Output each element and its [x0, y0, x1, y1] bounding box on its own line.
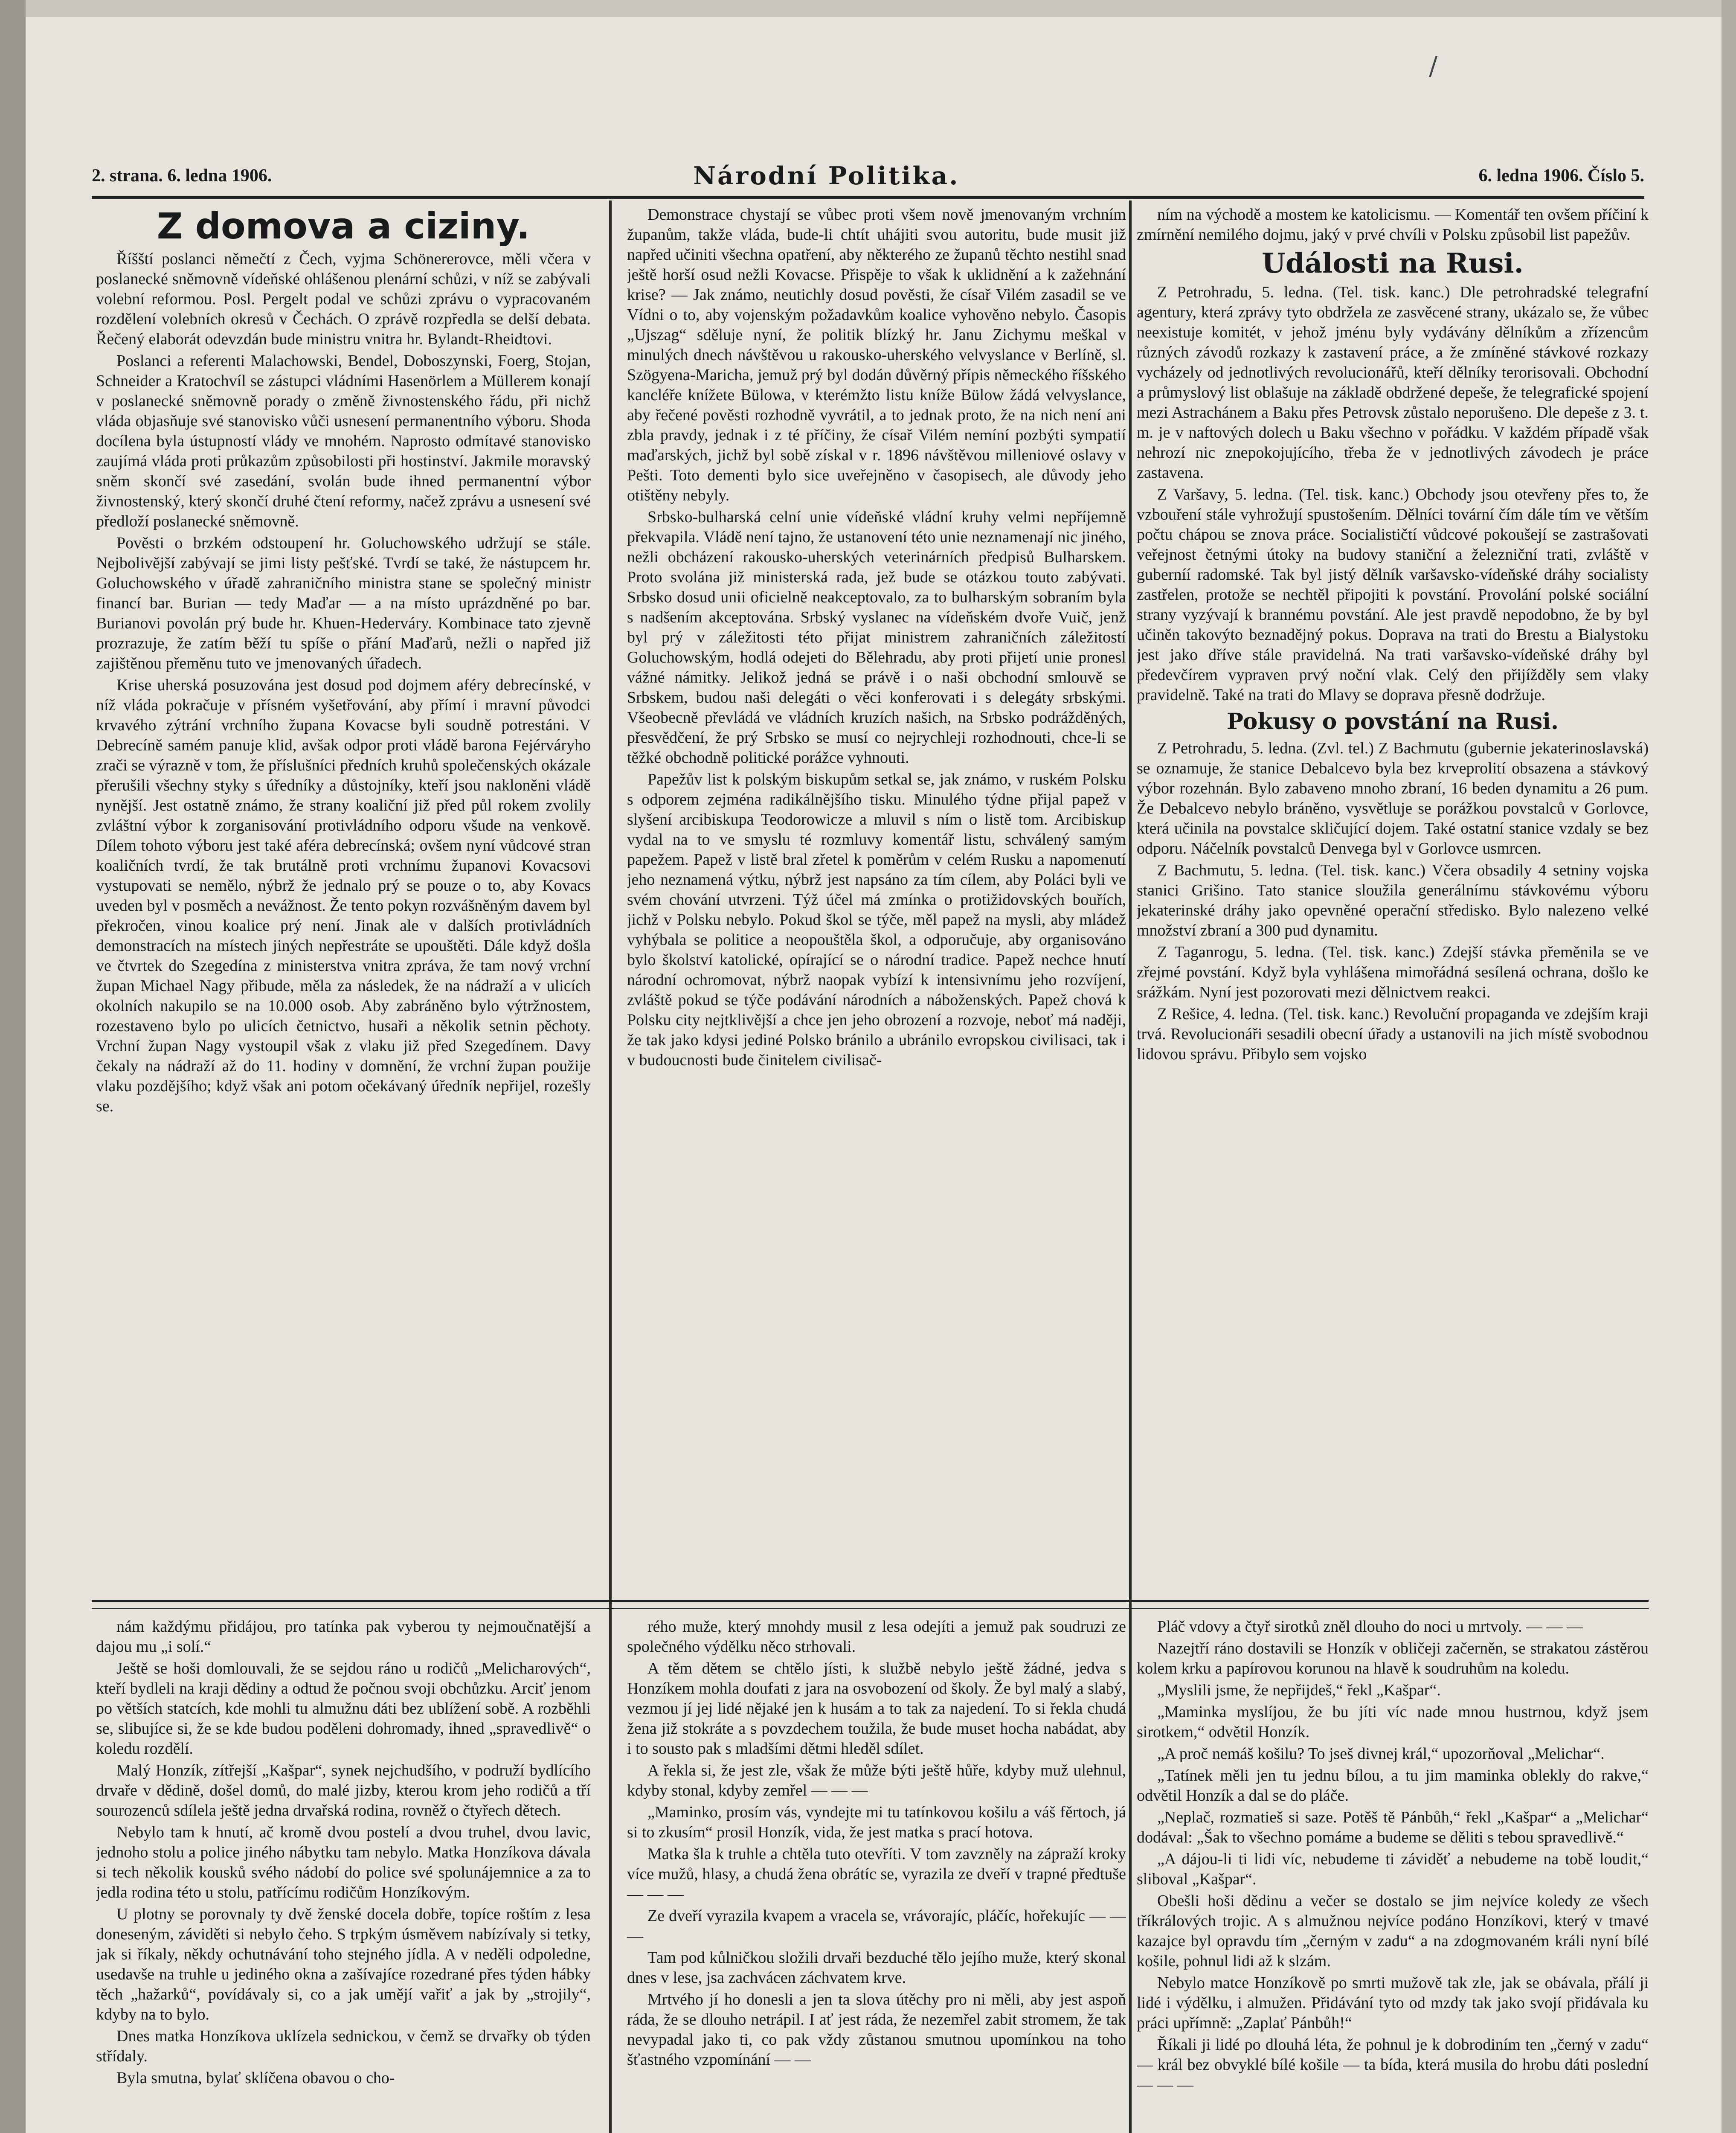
- story-paragraph: Tam pod kůlničkou složili drvaři bezduché tělo jejího muže, který skonal dnes v lese, jsa zachvácen záchvatem krve.: [627, 1949, 1126, 1987]
- header-rule: [92, 196, 1644, 199]
- story-paragraph: Dnes matka Honzíkova uklízela sednickou, v čemž se drvařky ob týden střídaly.: [96, 2027, 591, 2065]
- story-paragraph: „Maminka myslíjou, že bu jíti víc nade mnou hustrnou, když jsem sirotkem,“ odvětil Honzík.: [1137, 1703, 1649, 1741]
- article-paragraph: Srbsko-bulharská celní unie vídeňské vládní kruhy velmi nepříjemně překvapila. Vládě není tajno, že ustanovení této unie neznamenají nic jiného, nežli obcházení rakousko-uherských veterinárních předpisů Bulharskem. Proto svolána již ministerská rada, jež bude se otázkou touto zabývati. Srbsko dosud unii oficielně neakceptovalo, za to bulharským sobraním byla s nadšením akceptována. Srbský vyslanec na vídeňském dvoře Vuič, jenž byl prý v záležitosti této přijat ministrem zahraničních záležitostí Goluchowským, hodlá odejeti do Bělehradu, aby proti přijetí unie pronesl vážné námitky. Jelikož jedná se právě i o naši obchodní smlouvě se Srbskem, budou naši delegáti o věci konferovati i s delegáty srbskými. Všeobecně převládá ve vládních kruzích našich, na Srbsko podrážděných, přesvědčení, že prý Srbsko se musí co nejrychleji rozhodnouti, chce-li se těžké obchodně politické porážce vyhnouti.: [627, 508, 1126, 767]
- feuilleton-separator: [92, 1600, 1649, 1609]
- article-paragraph: Demonstrace chystají se vůbec proti všem nově jmenovaným vrchním županům, takže vláda, bude-li chtít uhájiti svou autoritu, bude musit již napřed učiniti všechna opatření, aby některého ze županů těchto nestihl snad ještě horší osud nežli Kovacse. Přispěje to však k uklidnění a k zažehnání krise? — Jak známo, neutichly dosud pověsti, že císař Vilém zasadil se ve Vídni o to, aby vojenským požadavkům koalice vyhověno nebylo. Časopis „Ujszag“ sděluje nyní, že politik blízký hr. Janu Zichymu meškal v minulých dnech návštěvou u rakousko-uherského velvyslance v Berlíně, sl. Szögyena-Maricha, jemuž prý byl dodán důvěrný přípis německého říšského kancléře knížete Bülowa, v kterémžto listu kníže Bülow žádá velvyslance, aby řečené pověsti rozhodně vyvrátil, a to jednak proto, že na nich není ani zbla pravdy, jednak i z té příčiny, že císař Vilém nemíní pozbýti sympatií maďarských, jichž byl sobě získal v r. 1896 návštěvou milleniové oslavy v Pešti. Toto dementi bylo sice uveřejněno v časopisech, ale důvody jeho otištěny nebyly.: [627, 206, 1126, 504]
- article-paragraph: Z Bachmutu, 5. ledna. (Tel. tisk. kanc.) Včera obsadily 4 setniny vojska stanici Grišino. Tato stanice sloužila generálnímu stávkovému výboru jekaterinské dráhy jako opevněné operační středisko. Bylo nalezeno velké množství zbraní a 300 pud dynamitu.: [1137, 861, 1649, 939]
- section-subhead-russia: Události na Rusi.: [1262, 247, 1524, 279]
- story-paragraph: „A dájou-li ti lidi víc, nebudeme ti záviděť a nebudeme na tobě loudit,“ sliboval „Kašpar“.: [1137, 1850, 1649, 1888]
- header-page-date: 2. strana. 6. ledna 1906.: [92, 166, 272, 186]
- section-title: Z domova a ciziny.: [157, 205, 530, 247]
- scan-edge-top: [0, 0, 1736, 17]
- scan-edge-right: [1721, 0, 1736, 2133]
- article-paragraph: Z Varšavy, 5. ledna. (Tel. tisk. kanc.) Obchody jsou otevřeny přes to, že vzbouření stále vyhrožují spustošením. Dělníci tovární čím dále tím ve větším počtu chápou se znova práce. Socialističtí vůdcové pokoušejí se zastrašovati veřejnost četnými útoky na budovy staniční a železniční trati, zvláště v guberníí radomské. Tak byl jistý dělník varšavsko-vídeňské dráhy socialisty zastřelen, protože se nechtěl připojiti k povstání. Provolání polské sociální strany vyzývají k brannému povstání. Ale jest pravdě nepodobno, že by byl učiněn takovýto beznadějný pokus. Doprava na trati do Brestu a Bialystoku jest jako dříve stále pravidelná. Na trati varšavsko-vídeňské dráhy byl předevčírem vypraven prvý noční vlak. Celý den přijížděly sem vlaky pravidelně. Také na trati do Mlavy se doprava přesně dodržuje.: [1137, 485, 1649, 704]
- story-paragraph: „Neplač, rozmatieš si saze. Potěš tě Pánbůh,“ řekl „Kašpar“ a „Melichar“ dodával: „Šak to všechno pomáme a budeme se děliti s tebou spravedlivě.“: [1137, 1808, 1649, 1846]
- story-paragraph: Malý Honzík, zítřejší „Kašpar“, synek nejchudšího, v podruží bydlícího drvaře v dědině, došel domů, do malé jizby, kterou krom jeho rodičů a tří sourozenců sdílela ještě jedna drvařská rodina, rovněž o čtyřech dětech.: [96, 1761, 591, 1819]
- feuilleton-column-2: [627, 1617, 1126, 2133]
- header-issue-number: 6. ledna 1906. Číslo 5.: [1478, 166, 1644, 186]
- article-paragraph: Z Petrohradu, 5. ledna. (Tel. tisk. kanc.) Dle petrohradské telegrafní agentury, která zprávy tyto obdržela ze zasvěcené strany, ukázalo se, že vůbec neexistuje komitét, v jehož jménu byly vydávány dělníkům a zřízencům různých závodů rozkazy k zastavení práce, a že zmíněné stávkové rozkazy vycházely od jednotlivých revolucionářů, kteří dělníky terorisovali. Obchodní a průmyslový list oblašuje na základě obdržené depeše, že telegrafické spojení mezi Astrachánem a Baku přes Petrovsk zůstalo neporušeno. Dle depeše z 3. t. m. je v naftových dolech u Baku všechno v pořádku. V každém případě však nehrozí nic znepokojujícího, třeba že v jednotlivých závodech je práce zastavena.: [1137, 283, 1649, 482]
- section-subhead-uprising: Pokusy o povstání na Rusi.: [1226, 709, 1559, 735]
- story-paragraph: „Maminko, prosím vás, vyndejte mi tu tatínkovou košilu a váš fěrtoch, já si to zkusím“ prosil Honzík, vida, že jest matka s prací hotova.: [627, 1803, 1126, 1841]
- story-paragraph: nám každýmu přidájou, pro tatínka pak vyberou ty nejmoučnatější a dajou mu „i solí.“: [96, 1618, 591, 1656]
- story-paragraph: A těm dětem se chtělo jísti, k službě nebylo ještě žádné, jedva s Honzíkem mohla doufati z jara na osvobození od školy. Že byl malý a slabý, vezmou jí jej lidé nějaké jen k husám a to tak za najedení. To si řekla chudá žena již stokráte a s povzdechem toužila, že bude muset hocha nabádat, aby i to sousto pak s mladšími dětmi hleděl sdílet.: [627, 1659, 1126, 1758]
- article-paragraph: Poslanci a referenti Malachowski, Bendel, Doboszynski, Foerg, Stojan, Schneider a Kratochvíl se zástupci vládními Hasenörlem a Müllerem konají v poslanecké sněmovně porady o změně živnostenského řádu, při nichž vláda objasňuje své stanovisko vůči usnesení permanentního výboru. Shoda docílena byla ústupností vlády ve mnohém. Naprosto odmítavé stanovisko zaujímá vláda proti průkazům způsobilosti při hostinství. Jakmile moravský sněm skončí své zasedání, svolán bude ihned permanentní výbor živnostenský, který skončí druhé čtení reformy, načež zprávu a usnesení své předloží poslanecké sněmovně.: [96, 352, 591, 530]
- article-paragraph: ním na východě a mostem ke katolicismu. — Komentář ten ovšem příčiní k zmírnění nemilého dojmu, jaký v prvé chvíli v Polsku způsobil list papežův.: [1137, 206, 1649, 244]
- masthead-title: Národní Politika.: [693, 161, 960, 190]
- story-paragraph: U plotny se porovnaly ty dvě ženské docela dobře, topíce roštím z lesa doneseným, záviděti si nebylo čeho. S trpkým úsměvem nabízívaly si tetky, jak si říkaly, někdy ochutnávání toho stejného jídla. A v neděli odpoledne, usedavše na truhle u jediného okna a zašívajíce rozedrané přes týden hábky těch „hažarků“, povídávaly si, co a jak umějí vařiť a jak by „strojily“, kdyby na to bylo.: [96, 1905, 591, 2023]
- story-paragraph: Ze dveří vyrazila kvapem a vracela se, vrávorajíc, pláčíc, hořekujíc — — —: [627, 1907, 1126, 1945]
- news-column-3: [1137, 205, 1649, 1591]
- article-paragraph: Pověsti o brzkém odstoupení hr. Goluchowského udržují se stále. Nejbolivější zabývají se jimi listy pešťské. Tvrdí se také, že nástupcem hr. Goluchowského v úřadě zahraničního ministra stane se společný ministr financí bar. Burian — tedy Maďar — a na místo uprázdněné po bar. Burianovi povolán prý bude hr. Khuen-Hederváry. Kombinace tato zjevně prozrazuje, že zatím běží tu spíše o přání Maďarů, nežli o napřed již zajištěnou přeměnu tuto ve jmenovaných úřadech.: [96, 534, 591, 672]
- article-paragraph: Z Rešice, 4. ledna. (Tel. tisk. kanc.) Revoluční propaganda ve zdejším kraji trvá. Revolucionáři sesadili obecní úřady a ustanovili na jich místě svobodnou lidovou správu. Přibylo sem vojsko: [1137, 1005, 1649, 1063]
- news-column-2: [627, 205, 1126, 1595]
- article-paragraph: Z Taganrogu, 5. ledna. (Tel. tisk. kanc.) Zdejší stávka přeměnila se ve zřejmé povstání. Když byla vyhlášena mimořádná sesílená ochrana, došlo ke srážkám. Nyní jest pozorovati mezi dělnictvem reakci.: [1137, 943, 1649, 1001]
- article-paragraph: Papežův list k polským biskupům setkal se, jak známo, v ruském Polsku s odporem zejména radikálnějšího tisku. Minulého týdne přijal papež v slyšení arcibiskupa Teodorowicze a mluvil s ním o listě tom. Arcibiskup vydal na to ve smyslu té rozmluvy komentář listu, schválený samým papežem. Papež v listě bral zřetel k poměrům v celém Rusku a napomenutí jeho neznamená výtku, nýbrž jest napsáno za tím cílem, aby Poláci byli ve svém chování utvrzeni. Týž účel má zmínka o protižidovských bouřích, jichž v Polsku nebylo. Pokud škol se týče, měl papež na mysli, aby mládež vyhýbala se politice a neopouštěla škol, a odporučuje, aby organisováno bylo školství katolické, opírající se o národní tradice. Papež nechce hnutí národní ochromovat, nýbrž naopak vybízí k intensivnímu jeho rozvíjení, zvláště pokud se týče podávání národních a náboženských. Papež chová k Polsku city nejtklivější a chce jen jeho obrození a rozvoje, neboť má naději, že tak jako kdysi jediné Polsko bránilo a ubránilo evropskou civilisaci, tak i v budoucnosti bude činitelem civilisač-: [627, 770, 1126, 1069]
- story-paragraph: „Tatínek měli jen tu jednu bílou, a tu jim maminka oblekly do rakve,“ odvětil Honzík a dal se do pláče.: [1137, 1767, 1649, 1805]
- story-paragraph: rého muže, který mnohdy musil z lesa odejíti a jemuž pak soudruzi ze společného výdělku něco strhovali.: [627, 1618, 1126, 1656]
- pen-mark: /: [1429, 51, 1438, 81]
- article-paragraph: Krise uherská posuzována jest dosud pod dojmem aféry debrecínské, v níž vláda pokračuje v přísném vyšetřování, aby přímí i mravní původci krvavého zýtrání vrchního župana Kovacse byli soudně potrestáni. V Debrecíně samém panuje klid, avšak odpor proti vládě barona Fejérváryho zrači se výrazně v tom, že příslušníci předních kruhů společenských okázale přerušili všechny styky s úředníky a důstojníky, kteří jsou nakloněni vládě nynější. Jest ostatně známo, že strany koaliční již před půl rokem zvolily zvláštní výbor k zorganisování protivládního odporu všude na venkově. Dílem tohoto výboru jest také aféra debrecínská; ovšem nyní vůdcové stran koaličních tvrdí, že tak brutálně proti vrchnímu županovi Kovacsovi vystupovati se nemělo, nýbrž že jednalo prý se pouze o to, aby Kovacs uveden byl v posměch a nevážnost. Že tento pokyn rozvášněným davem byl překročen, vinou koalice prý není. Jinak ale v dalších protivládních demonstracích na místech jiných nepřestráte se upouštěti. Dále když došla ve čtvrtek do Szegedína z ministerstva vnitra zpráva, že tam nový vrchní župan Michael Nagy přibude, měla za následek, že na nádraží a v ulicích okolních nakupilo se na 10.000 osob. Aby zabráněno bylo výtržnostem, rozestaveno bylo po ulicích četnictvo, husaři a několik setnin pěchoty. Vrchní župan Nagy vystoupil však z vlaku již před Szegedínem. Davy čekaly na nádraží až do 11. hodiny v domnění, že vrchní župan použije vlaku pozdějšího; když však ani potom očekávaný úředník nepřijel, rozešly se.: [96, 676, 591, 1115]
- story-paragraph: „Myslili jsme, že nepřijdeš,“ řekl „Kašpar“.: [1157, 1681, 1441, 1699]
- story-paragraph: Nebylo matce Honzíkově po smrti mužově tak zle, jak se obávala, přálí ji lidé i výdělku, i almužen. Přidávání tyto od mzdy tak jako svojí přidávala ku práci upřímně: „Zaplať Pánbůh!“: [1137, 1974, 1649, 2032]
- news-column-1: [96, 205, 591, 1591]
- story-paragraph: Pláč vdovy a čtyř sirotků zněl dlouho do noci u mrtvoly. — — —: [1157, 1618, 1583, 1636]
- story-paragraph: Nazejtří ráno dostavili se Honzík v obličeji začerněn, se strakatou zástěrou kolem krku a papírovou korunou na hlavě k soudruhům na koledu.: [1137, 1639, 1649, 1677]
- story-paragraph: Obešli hoši dědinu a večer se dostalo se jim nejvíce koledy ze všech tříkrálových trojic. A s almužnou nejvíce podáno Honzíkovi, který v tmavé kazajce byl opravdu tím „černým v zadu“ a na zdogmovaném králi nyní bílé košile, pohnul lidi až k slzám.: [1137, 1892, 1649, 1970]
- article-paragraph: Z Petrohradu, 5. ledna. (Zvl. tel.) Z Bachmutu (gubernie jekaterinoslavská) se oznamuje, že stanice Debalcevo byla bez krveprolití obsazena a stávkový výbor rozehnán. Bylo zabaveno mnoho zbraní, 16 beden dynamitu a 26 pum. Že Debalcevo nebylo bráněno, vysvětluje se porážkou povstalců v Gorlovce, která učinila na povstalce skličující dojem. Také ostatní stanice vzdaly se bez odporu. Náčelník povstalců Denvega byl v Gorlovce usmrcen.: [1137, 739, 1649, 857]
- feuilleton-column-1: [96, 1617, 591, 2133]
- page-header: [92, 161, 1644, 191]
- story-paragraph: Nebylo tam k hnutí, ač kromě dvou postelí a dvou truhel, dvou lavic, jednoho stolu a police jiného nábytku tam nebylo. Matka Honzíkova dávala si tech několik kousků svého nádobí do police své spolunájemnice a za to jedla rodina této u stolu, patřícímu rodičům Honzíkovým.: [96, 1823, 591, 1901]
- story-paragraph: Matka šla k truhle a chtěla tuto otevříti. V tom zavzněly na zápraží kroky více mužů, hlasy, a chudá žena obrátíc se, vyrazila ze dveří v trapné předtuše — — —: [627, 1845, 1126, 1903]
- story-paragraph: Byla smutna, bylať sklíčena obavou o cho-: [116, 2069, 395, 2087]
- feuilleton-column-3: [1137, 1617, 1649, 2133]
- column-rule-1: [609, 201, 612, 2133]
- story-paragraph: „A proč nemáš košilu? To jseš divnej král,“ upozorňoval „Melichar“.: [1157, 1745, 1605, 1763]
- story-paragraph: A řekla si, že jest zle, však že může býti ještě hůře, kdyby muž ulehnul, kdyby stonal, kdyby zemřel — — —: [627, 1761, 1126, 1799]
- story-paragraph: Říkali ji lidé po dlouhá léta, že pohnul je k dobrodiním ten „černý v zadu“ — král bez obvyklé bílé košile — ta bída, která musila do hrobu dáti poslední — — —: [1137, 2036, 1649, 2094]
- scan-edge-left: [0, 0, 26, 2133]
- story-paragraph: Ještě se hoši domlouvali, že se sejdou ráno u rodičů „Melicharových“, kteří bydleli na kraji dědiny a odtud že počnou svoji obchůzku. Arciť jenom po větších statcích, kde mohli tu almužnu dáti bez ublížení sobě. A rozběhli se, slibujíce si, že se kde budou poděleni dohromady, ihned „spravedlivě“ o koledu rozdělí.: [96, 1659, 591, 1758]
- article-paragraph: Říšští poslanci němečtí z Čech, vyjma Schönererovce, měli včera v poslanecké sněmovně vídeňské ohlášenou plenární schůzi, v níž se zabývali volební reformou. Posl. Pergelt podal ve schůzi zprávu o vypracovaném rozdělení volebních okresů v Čechách. O zprávě rozpředla se delší debata. Řečený elaborát odevzdán bude ministru vnitra hr. Bylandt-Rheidtovi.: [96, 250, 591, 348]
- story-paragraph: Mrtvého jí ho donesli a jen ta slova útěchy pro ni měli, aby jest aspoň ráda, že se dlouho netrápil. I ať jest ráda, že nezemřel zabit stromem, že tak nevypadal jako ti, co pak vždy zůstanou smutnou upomínkou na toho šťastného vzpomínání — —: [627, 1991, 1126, 2069]
- column-rule-2: [1129, 201, 1132, 2133]
